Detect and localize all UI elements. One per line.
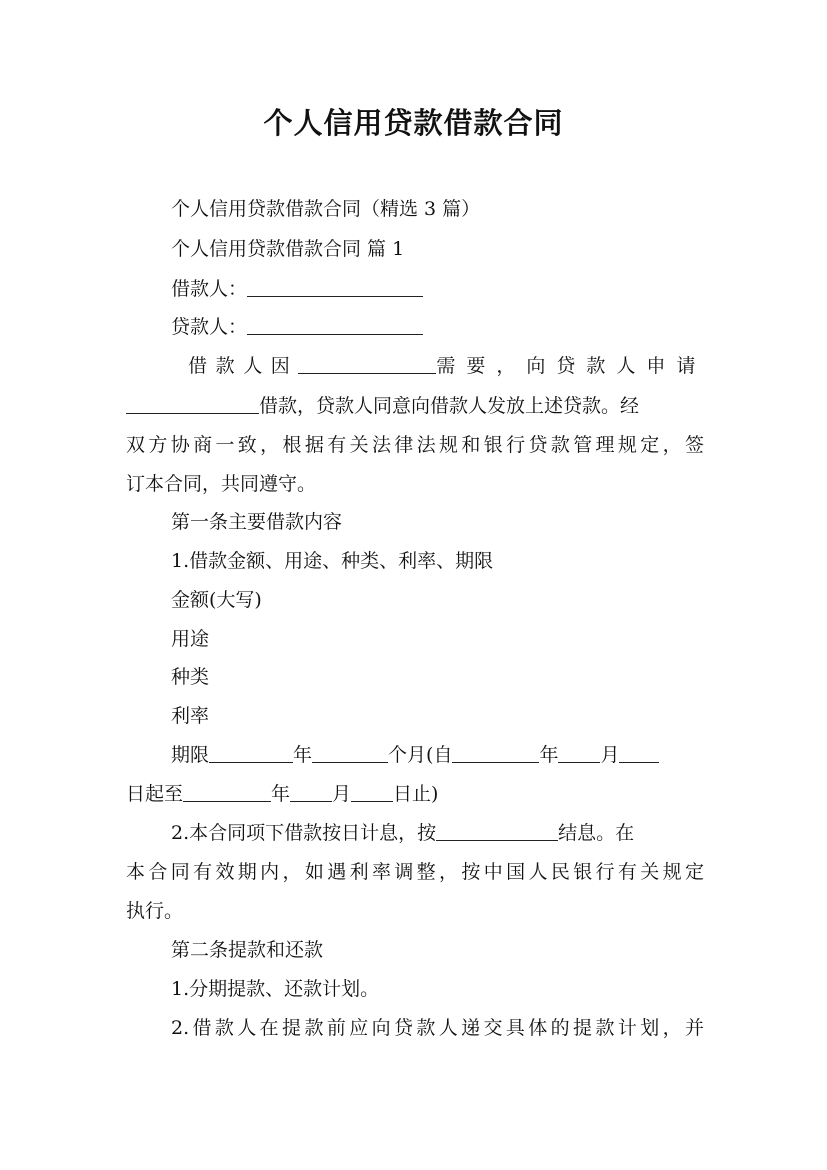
end-day-blank bbox=[351, 780, 393, 802]
amount-line: 金额(大写) bbox=[171, 589, 262, 611]
end-month-unit: 月 bbox=[332, 783, 352, 805]
document-title: 个人信用贷款借款合同 bbox=[263, 106, 564, 140]
term-months-blank bbox=[312, 741, 388, 763]
subtitle-line: 个人信用贷款借款合同（精选 3 篇） bbox=[171, 198, 481, 220]
term-day-end: 日止) bbox=[393, 783, 439, 805]
para1-line3: 双方协商一致，根据有关法律法规和银行贷款管理规定，签 bbox=[126, 434, 704, 456]
term-year-unit: 年 bbox=[293, 744, 313, 766]
purpose-line: 用途 bbox=[171, 628, 210, 650]
lender-line bbox=[171, 308, 704, 347]
term-months-from: 个月(自 bbox=[388, 744, 453, 766]
item2-text-b: 结息。在 bbox=[558, 822, 635, 844]
lender-label: 贷款人： bbox=[171, 316, 248, 338]
article2-item2: 2.借款人在提款前应向贷款人递交具体的提款计划，并 bbox=[171, 1017, 704, 1039]
item2-text-a: 2.本合同项下借款按日计息，按 bbox=[171, 822, 437, 844]
para1-text-a: 借款人因 bbox=[188, 355, 299, 377]
lender-blank bbox=[247, 313, 423, 335]
term-day-from: 日起至 bbox=[126, 783, 184, 805]
borrower-label: 借款人： bbox=[171, 278, 248, 300]
end-month-blank bbox=[290, 780, 332, 802]
settlement-blank bbox=[436, 819, 558, 841]
article1-heading: 第一条主要借款内容 bbox=[171, 511, 343, 533]
article1-item1: 1.借款金额、用途、种类、利率、期限 bbox=[171, 550, 494, 572]
term-line1 bbox=[171, 736, 704, 775]
para1-line1 bbox=[188, 347, 707, 386]
start-month-unit: 月 bbox=[600, 744, 620, 766]
article1-item2-line3: 执行。 bbox=[126, 900, 184, 922]
type-line: 种类 bbox=[171, 666, 210, 688]
term-label: 期限 bbox=[171, 744, 210, 766]
term-years-blank bbox=[209, 741, 293, 763]
start-day-blank bbox=[619, 741, 659, 763]
start-month-blank bbox=[558, 741, 600, 763]
end-year-blank bbox=[183, 780, 271, 802]
term-line2 bbox=[126, 775, 704, 814]
article1-item2-line1 bbox=[171, 814, 704, 853]
article1-item2-line2: 本合同有效期内，如遇利率调整，按中国人民银行有关规定 bbox=[126, 861, 704, 883]
borrower-line bbox=[171, 270, 704, 309]
start-year-unit: 年 bbox=[539, 744, 559, 766]
para1-text-b: 需要，向贷款人申请 bbox=[436, 355, 707, 377]
loan-amount-blank bbox=[126, 392, 259, 414]
section-heading: 个人信用贷款借款合同 篇 1 bbox=[171, 238, 405, 260]
para1-line2 bbox=[126, 387, 704, 426]
rate-line: 利率 bbox=[171, 705, 210, 727]
para1-line4: 订本合同，共同遵守。 bbox=[126, 473, 317, 495]
purpose-blank bbox=[298, 352, 436, 374]
end-year-unit: 年 bbox=[271, 783, 291, 805]
article2-item1: 1.分期提款、还款计划。 bbox=[171, 978, 380, 1000]
start-year-blank bbox=[452, 741, 539, 763]
borrower-blank bbox=[247, 275, 423, 297]
para1-text-c: 借款，贷款人同意向借款人发放上述贷款。经 bbox=[259, 395, 640, 417]
article2-heading: 第二条提款和还款 bbox=[171, 939, 324, 961]
